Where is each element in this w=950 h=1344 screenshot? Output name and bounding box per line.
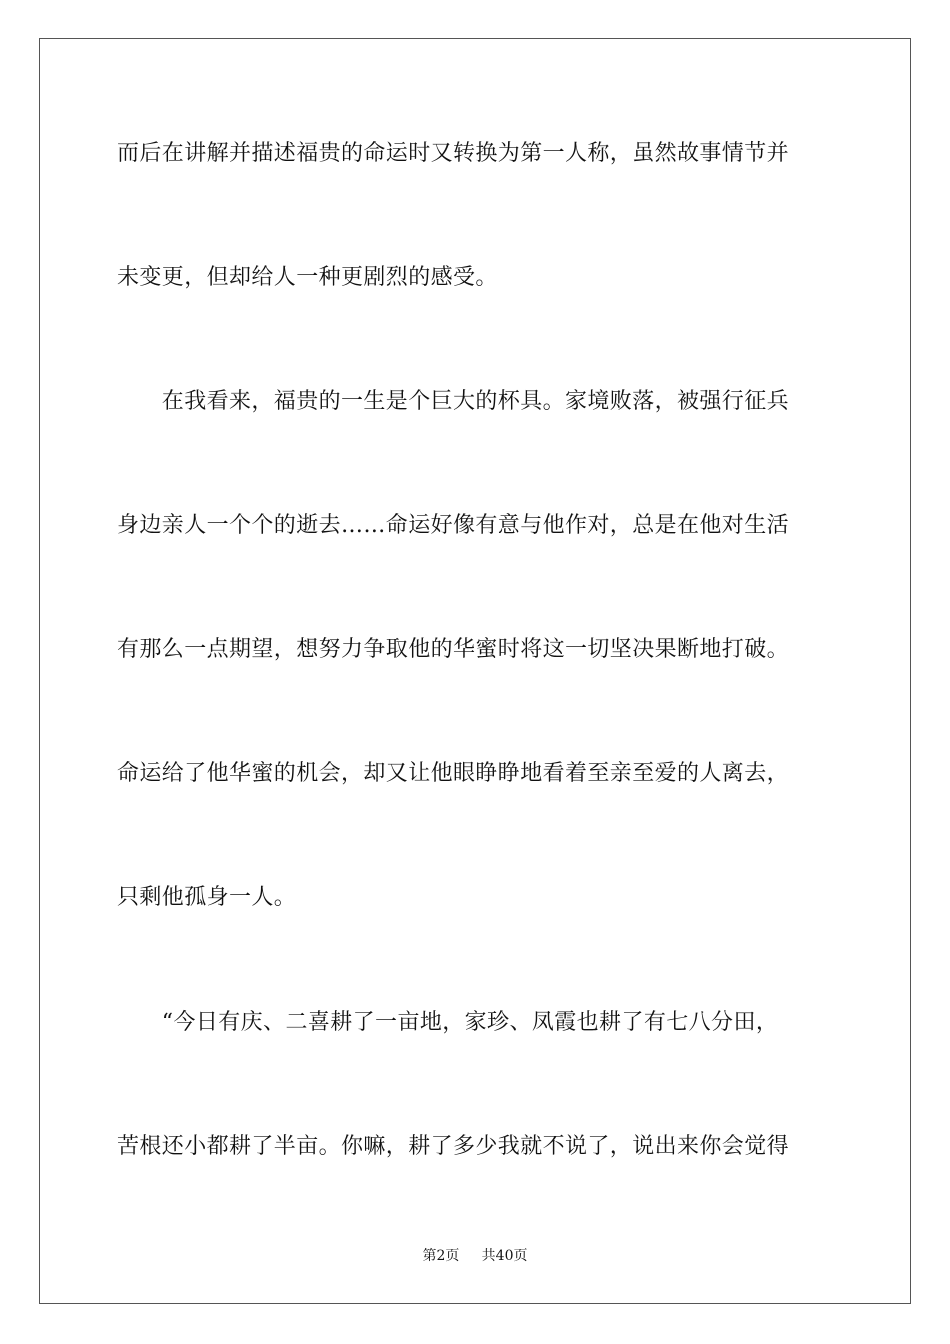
text-line: 命运给了他华蜜的机会，却又让他眼睁睁地看着至亲至爱的人离去， <box>117 761 790 786</box>
text-line: 只剩他孤身一人。 <box>117 885 297 910</box>
text-line: 苦根还小都耕了半亩。你嘛，耕了多少我就不说了，说出来你会觉得 <box>117 1134 790 1159</box>
text-line: 在我看来，福贵的一生是个巨大的杯具。家境败落，被强行征兵 <box>117 389 790 414</box>
text-line: 而后在讲解并描述福贵的命运时又转换为第一人称，虽然故事情节并 <box>117 141 790 166</box>
page-total: 共40页 <box>481 1248 528 1264</box>
text-line: 未变更，但却给人一种更剧烈的感受。 <box>117 265 498 290</box>
text-line: “今日有庆、二喜耕了一亩地，家珍、凤霞也耕了有七八分田， <box>117 1010 779 1035</box>
page-border <box>39 38 911 1304</box>
text-line: 身边亲人一个个的逝去……命运好像有意与他作对，总是在他对生活 <box>117 513 790 538</box>
page-number: 第2页 <box>422 1248 460 1264</box>
text-line: 有那么一点期望，想努力争取他的华蜜时将这一切坚决果断地打破。 <box>117 637 790 662</box>
page-footer <box>0 1246 950 1266</box>
